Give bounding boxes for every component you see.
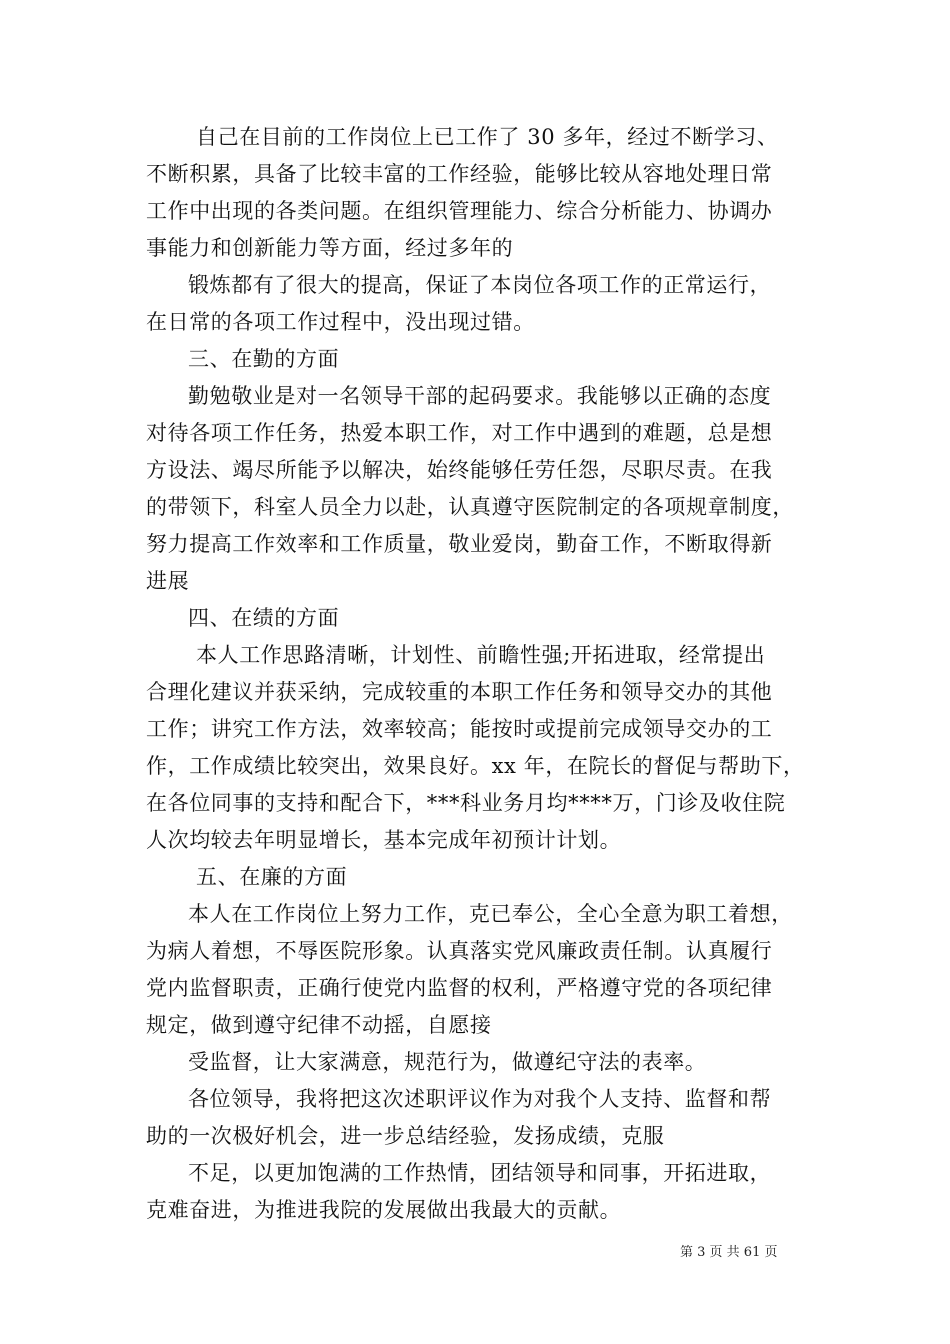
paragraph-line: 在各位同事的支持和配合下，***科业务月均****万，门诊及收住院	[146, 791, 786, 815]
paragraph-line: 人次均较去年明显增长，基本完成年初预计计划。	[146, 828, 622, 852]
paragraph-line: 进展	[146, 569, 190, 593]
paragraph-line: 自己在目前的工作岗位上已工作了 30 多年，经过不断学习、	[196, 125, 779, 149]
paragraph-line: 工作；讲究工作方法，效率较高；能按时或提前完成领导交办的工	[146, 717, 773, 741]
section-heading: 五、在廉的方面	[196, 865, 348, 889]
paragraph-line: 的带领下，科室人员全力以赴，认真遵守医院制定的各项规章制度，	[146, 495, 794, 519]
section-heading: 三、在勤的方面	[188, 347, 340, 371]
paragraph-line: 受监督，让大家满意，规范行为，做遵纪守法的表率。	[188, 1050, 707, 1074]
paragraph-line: 为病人着想，不辱医院形象。认真落实党风廉政责任制。认真履行	[146, 939, 773, 963]
paragraph-line: 党内监督职责，正确行使党内监督的权利，严格遵守党的各项纪律	[146, 976, 773, 1000]
page-number-footer: 第 3 页 共 61 页	[680, 1245, 778, 1260]
paragraph-line: 合理化建议并获采纳，完成较重的本职工作任务和领导交办的其他	[146, 680, 773, 704]
paragraph-line: 努力提高工作效率和工作质量，敬业爱岗，勤奋工作，不断取得新	[146, 532, 773, 556]
paragraph-line: 不断积累，具备了比较丰富的工作经验，能够比较从容地处理日常	[146, 162, 773, 186]
paragraph-line: 本人工作思路清晰，计划性、前瞻性强;开拓进取，经常提出	[196, 643, 766, 667]
paragraph-line: 对待各项工作任务，热爱本职工作，对工作中遇到的难题，总是想	[146, 421, 773, 445]
paragraph-line: 助的一次极好机会，进一步总结经验，发扬成绩，克服	[146, 1124, 665, 1148]
paragraph-line: 不足，以更加饱满的工作热情，团结领导和同事，开拓进取，	[188, 1161, 772, 1185]
paragraph-line: 克难奋进，为推进我院的发展做出我最大的贡献。	[146, 1198, 622, 1222]
paragraph-line: 本人在工作岗位上努力工作，克已奉公，全心全意为职工着想，	[188, 902, 793, 926]
paragraph-line: 规定，做到遵守纪律不动摇，自愿接	[146, 1013, 492, 1037]
paragraph-line: 各位领导，我将把这次述职评议作为对我个人支持、监督和帮	[188, 1087, 772, 1111]
section-heading: 四、在绩的方面	[188, 606, 340, 630]
paragraph-line: 在日常的各项工作过程中，没出现过错。	[146, 310, 535, 334]
paragraph-line: 方设法、竭尽所能予以解决，始终能够任劳任怨，尽职尽责。在我	[146, 458, 773, 482]
paragraph-line: 工作中出现的各类问题。在组织管理能力、综合分析能力、协调办	[146, 199, 773, 223]
paragraph-line: 作，工作成绩比较突出，效果良好。xx 年，在院长的督促与帮助下，	[146, 754, 805, 778]
paragraph-line: 事能力和创新能力等方面，经过多年的	[146, 236, 514, 260]
paragraph-line: 锻炼都有了很大的提高，保证了本岗位各项工作的正常运行，	[188, 273, 772, 297]
paragraph-line: 勤勉敬业是对一名领导干部的起码要求。我能够以正确的态度	[188, 384, 772, 408]
